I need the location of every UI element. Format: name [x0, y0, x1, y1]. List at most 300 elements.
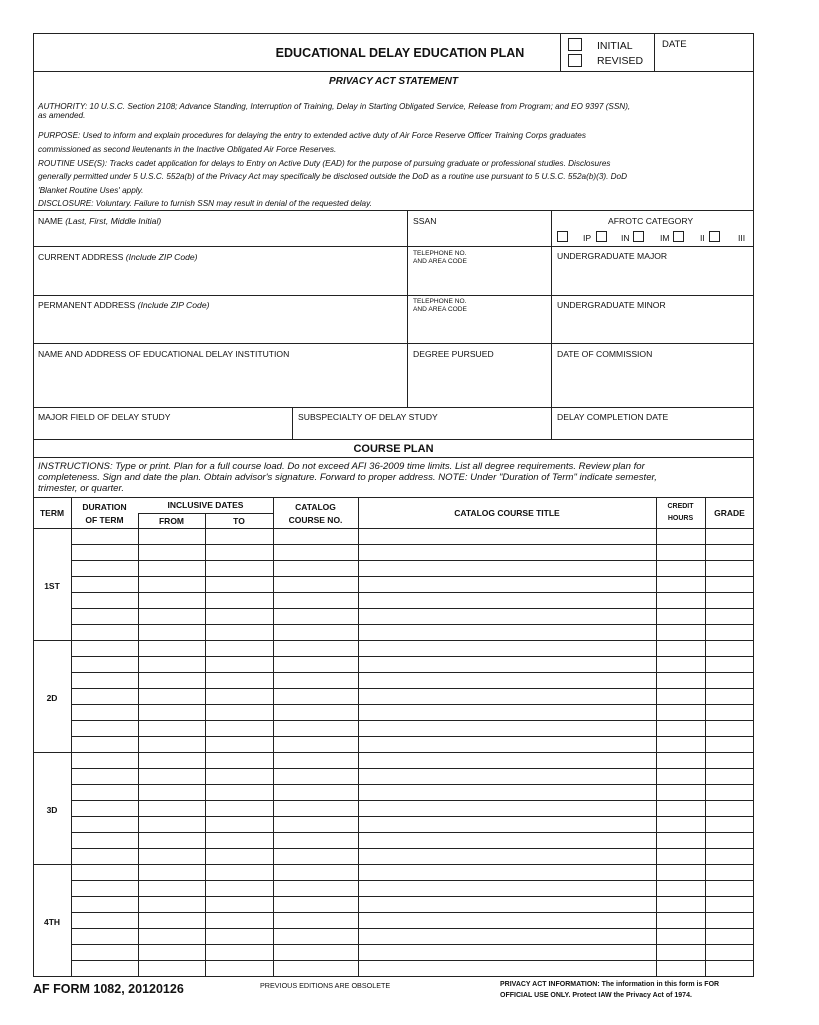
- credit-hours-cell[interactable]: [657, 945, 704, 959]
- col-course-title: CATALOG COURSE TITLE: [454, 508, 560, 518]
- catalog-no-cell[interactable]: [274, 561, 357, 575]
- course-title-cell[interactable]: [359, 641, 655, 655]
- duration-cell[interactable]: [72, 753, 137, 767]
- term-4th: 4TH: [43, 917, 61, 927]
- term-2d: 2D: [46, 693, 58, 703]
- duration-cell[interactable]: [72, 785, 137, 799]
- col-credit-hours-2: HOURS: [667, 515, 694, 522]
- credit-hours-cell[interactable]: [657, 561, 704, 575]
- credit-hours-cell[interactable]: [657, 801, 704, 815]
- duration-cell[interactable]: [72, 561, 137, 575]
- grade-cell[interactable]: [706, 625, 753, 639]
- catalog-no-cell[interactable]: [274, 689, 357, 703]
- row-divider: [71, 848, 754, 849]
- col-grade: GRADE: [714, 508, 745, 518]
- to-date-cell[interactable]: [206, 673, 272, 687]
- row-divider: [71, 832, 754, 833]
- subspecialty-label: SUBSPECIALTY OF DELAY STUDY: [298, 412, 438, 422]
- col-catalog-no-2: COURSE NO.: [288, 515, 343, 525]
- afrotc-option-iii: III: [738, 233, 746, 243]
- credit-hours-cell[interactable]: [657, 929, 704, 943]
- credit-hours-cell[interactable]: [657, 545, 704, 559]
- row-divider: [71, 656, 754, 657]
- afrotc-checkbox[interactable]: [673, 231, 684, 242]
- grade-cell[interactable]: [706, 801, 753, 815]
- catalog-no-cell[interactable]: [274, 945, 357, 959]
- catalog-no-cell[interactable]: [274, 641, 357, 655]
- credit-hours-cell[interactable]: [657, 593, 704, 607]
- course-title-cell[interactable]: [359, 657, 655, 671]
- course-title-cell[interactable]: [359, 817, 655, 831]
- current-address-field[interactable]: [35, 264, 405, 294]
- credit-hours-cell[interactable]: [657, 913, 704, 927]
- duration-cell[interactable]: [72, 625, 137, 639]
- col-duration: DURATION: [82, 502, 127, 512]
- from-date-cell[interactable]: [139, 689, 204, 703]
- to-date-cell[interactable]: [206, 737, 272, 751]
- credit-hours-cell[interactable]: [657, 673, 704, 687]
- course-title-cell[interactable]: [359, 673, 655, 687]
- row-divider: [71, 688, 754, 689]
- grade-cell[interactable]: [706, 657, 753, 671]
- row-divider: [71, 928, 754, 929]
- duration-cell[interactable]: [72, 641, 137, 655]
- instructions-text: INSTRUCTIONS: Type or print. Plan for a full course load. Do not exceed AFI 36-2009 time limits. List all degree requirements. Review plan for: [38, 461, 645, 472]
- to-date-cell[interactable]: [206, 897, 272, 911]
- credit-hours-cell[interactable]: [657, 817, 704, 831]
- to-date-cell[interactable]: [206, 865, 272, 879]
- catalog-no-cell[interactable]: [274, 609, 357, 623]
- to-date-cell[interactable]: [206, 561, 272, 575]
- initial-label: INITIAL: [597, 40, 633, 52]
- grade-cell[interactable]: [706, 833, 753, 847]
- course-title-cell[interactable]: [359, 865, 655, 879]
- from-date-cell[interactable]: [139, 561, 204, 575]
- course-title-cell[interactable]: [359, 913, 655, 927]
- grade-cell[interactable]: [706, 785, 753, 799]
- current-telephone-label: TELEPHONE NO.: [413, 250, 467, 257]
- form-number: AF FORM 1082, 20120126: [33, 982, 184, 996]
- undergrad-minor-field[interactable]: [553, 312, 753, 342]
- grade-cell[interactable]: [706, 753, 753, 767]
- to-date-cell[interactable]: [206, 689, 272, 703]
- grade-cell[interactable]: [706, 529, 753, 543]
- duration-cell[interactable]: [72, 545, 137, 559]
- from-date-cell[interactable]: [139, 593, 204, 607]
- name-label-hint: (Last, First, Middle Initial): [65, 216, 162, 226]
- current-address-hint: (Include ZIP Code): [125, 252, 198, 262]
- course-title-cell[interactable]: [359, 577, 655, 591]
- row-divider: [71, 768, 754, 769]
- grade-cell[interactable]: [706, 737, 753, 751]
- row-divider: [71, 912, 754, 913]
- credit-hours-cell[interactable]: [657, 705, 704, 719]
- col-inclusive-dates: INCLUSIVE DATES: [167, 500, 244, 510]
- catalog-no-cell[interactable]: [274, 673, 357, 687]
- row-divider: [71, 672, 754, 673]
- col-term: TERM: [39, 508, 65, 518]
- duration-cell[interactable]: [72, 609, 137, 623]
- course-title-cell[interactable]: [359, 833, 655, 847]
- duration-cell[interactable]: [72, 769, 137, 783]
- catalog-no-cell[interactable]: [274, 577, 357, 591]
- duration-cell[interactable]: [72, 913, 137, 927]
- row-divider: [71, 544, 754, 545]
- from-date-cell[interactable]: [139, 705, 204, 719]
- course-title-cell[interactable]: [359, 849, 655, 863]
- term-divider: [33, 640, 754, 641]
- from-date-cell[interactable]: [139, 545, 204, 559]
- ssan-field[interactable]: [409, 228, 549, 245]
- to-date-cell[interactable]: [206, 593, 272, 607]
- catalog-no-cell[interactable]: [274, 929, 357, 943]
- from-date-cell[interactable]: [139, 913, 204, 927]
- grade-cell[interactable]: [706, 769, 753, 783]
- grade-cell[interactable]: [706, 689, 753, 703]
- catalog-no-cell[interactable]: [274, 817, 357, 831]
- from-date-cell[interactable]: [139, 529, 204, 543]
- to-date-cell[interactable]: [206, 881, 272, 895]
- catalog-no-cell[interactable]: [274, 897, 357, 911]
- duration-cell[interactable]: [72, 673, 137, 687]
- routine-use-text-2: generally permitted under 5 U.S.C. 552a(b) of the Privacy Act may specifically be disclosed outside the DoD as a routine use pursuant to 5 U.S.C. 552a(b)(3). DoD: [38, 172, 628, 181]
- afrotc-checkbox[interactable]: [557, 231, 568, 242]
- row-divider: [71, 960, 754, 961]
- duration-cell[interactable]: [72, 833, 137, 847]
- duration-cell[interactable]: [72, 721, 137, 735]
- name-label-text: NAME: [38, 216, 63, 226]
- afrotc-option-ii: II: [700, 233, 705, 243]
- current-address-label: [38, 252, 198, 262]
- institution-label: NAME AND ADDRESS OF EDUCATIONAL DELAY INSTITUTION: [38, 349, 290, 359]
- permanent-address-text: PERMANENT ADDRESS: [38, 300, 136, 310]
- degree-label: DEGREE PURSUED: [413, 349, 494, 359]
- from-date-cell[interactable]: [139, 753, 204, 767]
- grade-cell[interactable]: [706, 913, 753, 927]
- course-title-cell[interactable]: [359, 961, 655, 975]
- ssan-label: SSAN: [413, 216, 437, 226]
- from-date-cell[interactable]: [139, 817, 204, 831]
- to-date-cell[interactable]: [206, 961, 272, 975]
- from-date-cell[interactable]: [139, 625, 204, 639]
- to-date-cell[interactable]: [206, 705, 272, 719]
- from-date-cell[interactable]: [139, 785, 204, 799]
- catalog-no-cell[interactable]: [274, 593, 357, 607]
- catalog-no-cell[interactable]: [274, 913, 357, 927]
- to-date-cell[interactable]: [206, 641, 272, 655]
- grade-cell[interactable]: [706, 945, 753, 959]
- to-date-cell[interactable]: [206, 833, 272, 847]
- grade-cell[interactable]: [706, 897, 753, 911]
- credit-hours-cell[interactable]: [657, 737, 704, 751]
- grade-cell[interactable]: [706, 593, 753, 607]
- from-date-cell[interactable]: [139, 881, 204, 895]
- course-title-cell[interactable]: [359, 929, 655, 943]
- from-date-cell[interactable]: [139, 897, 204, 911]
- course-title-cell[interactable]: [359, 705, 655, 719]
- course-title-cell[interactable]: [359, 721, 655, 735]
- grade-cell[interactable]: [706, 609, 753, 623]
- from-date-cell[interactable]: [139, 945, 204, 959]
- afrotc-option-in: IN: [621, 233, 630, 243]
- to-date-cell[interactable]: [206, 529, 272, 543]
- row-divider: [71, 592, 754, 593]
- duration-cell[interactable]: [72, 657, 137, 671]
- afrotc-checkbox[interactable]: [709, 231, 720, 242]
- catalog-no-cell[interactable]: [274, 833, 357, 847]
- credit-hours-cell[interactable]: [657, 609, 704, 623]
- from-date-cell[interactable]: [139, 849, 204, 863]
- course-title-cell[interactable]: [359, 625, 655, 639]
- credit-hours-cell[interactable]: [657, 881, 704, 895]
- completion-date-label: DELAY COMPLETION DATE: [557, 412, 669, 422]
- duration-cell[interactable]: [72, 881, 137, 895]
- course-title-cell[interactable]: [359, 753, 655, 767]
- to-date-cell[interactable]: [206, 945, 272, 959]
- col-from: FROM: [158, 516, 185, 526]
- catalog-no-cell[interactable]: [274, 721, 357, 735]
- course-title-cell[interactable]: [359, 945, 655, 959]
- duration-cell[interactable]: [72, 865, 137, 879]
- credit-hours-cell[interactable]: [657, 641, 704, 655]
- duration-cell[interactable]: [72, 529, 137, 543]
- to-date-cell[interactable]: [206, 721, 272, 735]
- from-date-cell[interactable]: [139, 833, 204, 847]
- instructions-text-2: completeness. Sign and date the plan. Obtain advisor's signature. Forward to proper address. NOTE: Under "Duration of Term" indicate semester,: [38, 472, 657, 483]
- course-plan-heading: COURSE PLAN: [353, 443, 434, 455]
- date-field[interactable]: [655, 50, 753, 70]
- initial-checkbox[interactable]: [568, 38, 582, 51]
- col-duration-2: OF TERM: [85, 515, 124, 525]
- to-date-cell[interactable]: [206, 657, 272, 671]
- course-title-cell[interactable]: [359, 769, 655, 783]
- to-date-cell[interactable]: [206, 801, 272, 815]
- row-divider: [71, 608, 754, 609]
- grade-cell[interactable]: [706, 817, 753, 831]
- row-divider: [71, 560, 754, 561]
- permanent-address-field[interactable]: [35, 312, 405, 342]
- duration-cell[interactable]: [72, 945, 137, 959]
- row-divider: [71, 880, 754, 881]
- obsolete-note: PREVIOUS EDITIONS ARE OBSOLETE: [260, 981, 391, 990]
- credit-hours-cell[interactable]: [657, 577, 704, 591]
- to-date-cell[interactable]: [206, 817, 272, 831]
- credit-hours-cell[interactable]: [657, 865, 704, 879]
- row-divider: [71, 816, 754, 817]
- catalog-no-cell[interactable]: [274, 961, 357, 975]
- term-3d: 3D: [46, 805, 58, 815]
- to-date-cell[interactable]: [206, 929, 272, 943]
- row-divider: [71, 944, 754, 945]
- grade-cell[interactable]: [706, 545, 753, 559]
- from-date-cell[interactable]: [139, 961, 204, 975]
- authority-text-cont: as amended.: [38, 111, 86, 120]
- catalog-no-cell[interactable]: [274, 657, 357, 671]
- undergrad-minor-label: UNDERGRADUATE MINOR: [557, 300, 666, 310]
- catalog-no-cell[interactable]: [274, 705, 357, 719]
- completion-date-input[interactable]: [553, 423, 753, 438]
- duration-cell[interactable]: [72, 961, 137, 975]
- grade-cell[interactable]: [706, 849, 753, 863]
- course-title-cell[interactable]: [359, 561, 655, 575]
- catalog-no-cell[interactable]: [274, 769, 357, 783]
- afrotc-checkbox[interactable]: [596, 231, 607, 242]
- name-label: [38, 216, 161, 226]
- date-label: DATE: [662, 39, 687, 50]
- row-divider: [71, 720, 754, 721]
- credit-hours-cell[interactable]: [657, 689, 704, 703]
- to-date-cell[interactable]: [206, 913, 272, 927]
- course-title-cell[interactable]: [359, 545, 655, 559]
- disclosure-text: DISCLOSURE: Voluntary. Failure to furnish SSN may result in denial of the requested delay.: [38, 199, 372, 208]
- duration-cell[interactable]: [72, 737, 137, 751]
- to-date-cell[interactable]: [206, 577, 272, 591]
- from-date-cell[interactable]: [139, 673, 204, 687]
- catalog-no-cell[interactable]: [274, 849, 357, 863]
- form-title: EDUCATIONAL DELAY EDUCATION PLAN: [275, 46, 525, 60]
- duration-cell[interactable]: [72, 817, 137, 831]
- permanent-telephone-field[interactable]: [409, 316, 549, 342]
- credit-hours-cell[interactable]: [657, 753, 704, 767]
- grade-cell[interactable]: [706, 705, 753, 719]
- duration-cell[interactable]: [72, 801, 137, 815]
- row-divider: [71, 576, 754, 577]
- grade-cell[interactable]: [706, 929, 753, 943]
- course-title-cell[interactable]: [359, 785, 655, 799]
- current-address-text: CURRENT ADDRESS: [38, 252, 124, 262]
- grade-cell[interactable]: [706, 641, 753, 655]
- from-date-cell[interactable]: [139, 609, 204, 623]
- course-title-cell[interactable]: [359, 529, 655, 543]
- catalog-no-cell[interactable]: [274, 625, 357, 639]
- catalog-no-cell[interactable]: [274, 801, 357, 815]
- credit-hours-cell[interactable]: [657, 961, 704, 975]
- catalog-no-cell[interactable]: [274, 545, 357, 559]
- subspecialty-input[interactable]: [294, 423, 549, 438]
- to-date-cell[interactable]: [206, 753, 272, 767]
- from-date-cell[interactable]: [139, 721, 204, 735]
- grade-cell[interactable]: [706, 577, 753, 591]
- course-title-cell[interactable]: [359, 737, 655, 751]
- duration-cell[interactable]: [72, 705, 137, 719]
- col-catalog-no: CATALOG: [295, 502, 336, 512]
- grade-cell[interactable]: [706, 865, 753, 879]
- credit-hours-cell[interactable]: [657, 769, 704, 783]
- from-date-cell[interactable]: [139, 641, 204, 655]
- to-date-cell[interactable]: [206, 769, 272, 783]
- duration-cell[interactable]: [72, 929, 137, 943]
- row-divider: [71, 784, 754, 785]
- credit-hours-cell[interactable]: [657, 897, 704, 911]
- afrotc-option-im: IM: [660, 233, 670, 243]
- term-divider: [33, 864, 754, 865]
- catalog-no-cell[interactable]: [274, 529, 357, 543]
- row-divider: [71, 624, 754, 625]
- row-divider: [71, 800, 754, 801]
- privacy-heading: PRIVACY ACT STATEMENT: [329, 76, 458, 87]
- grade-cell[interactable]: [706, 881, 753, 895]
- grade-cell[interactable]: [706, 673, 753, 687]
- undergrad-major-field[interactable]: [553, 263, 753, 294]
- major-field-input[interactable]: [35, 423, 290, 438]
- duration-cell[interactable]: [72, 593, 137, 607]
- duration-cell[interactable]: [72, 849, 137, 863]
- catalog-no-cell[interactable]: [274, 785, 357, 799]
- current-telephone-area: AND AREA CODE: [413, 258, 467, 265]
- to-date-cell[interactable]: [206, 849, 272, 863]
- routine-use-text-3: 'Blanket Routine Uses' apply.: [38, 186, 144, 195]
- credit-hours-cell[interactable]: [657, 529, 704, 543]
- degree-field[interactable]: [409, 361, 549, 405]
- authority-text: AUTHORITY: 10 U.S.C. Section 2108; Advance Standing, Interruption of Training, Delay in Starting Obligated Service, Release from Program; and EO 9397 (SSN),: [38, 102, 631, 111]
- name-field[interactable]: [35, 228, 405, 245]
- privacy-footer-2: OFFICIAL USE ONLY. Protect IAW the Privacy Act of 1974.: [500, 992, 692, 999]
- course-title-cell[interactable]: [359, 593, 655, 607]
- routine-use-text: ROUTINE USE(S): Tracks cadet application for delays to Entry on Active Duty (EAD) for the purpose of pursuing graduate or professional studies. Disclosures: [38, 159, 611, 168]
- credit-hours-cell[interactable]: [657, 625, 704, 639]
- credit-hours-cell[interactable]: [657, 849, 704, 863]
- to-date-cell[interactable]: [206, 785, 272, 799]
- from-date-cell[interactable]: [139, 657, 204, 671]
- to-date-cell[interactable]: [206, 625, 272, 639]
- duration-cell[interactable]: [72, 689, 137, 703]
- course-title-cell[interactable]: [359, 689, 655, 703]
- from-date-cell[interactable]: [139, 801, 204, 815]
- institution-field[interactable]: [35, 361, 405, 405]
- from-date-cell[interactable]: [139, 929, 204, 943]
- to-date-cell[interactable]: [206, 609, 272, 623]
- permanent-telephone-area: AND AREA CODE: [413, 306, 467, 313]
- credit-hours-cell[interactable]: [657, 833, 704, 847]
- purpose-text: PURPOSE: Used to inform and explain procedures for delaying the entry to extended active duty of Air Force Reserve Officer Training Corps graduates: [38, 131, 586, 140]
- course-title-cell[interactable]: [359, 881, 655, 895]
- commission-date-field[interactable]: [553, 361, 753, 405]
- credit-hours-cell[interactable]: [657, 785, 704, 799]
- catalog-no-cell[interactable]: [274, 865, 357, 879]
- credit-hours-cell[interactable]: [657, 657, 704, 671]
- grade-cell[interactable]: [706, 561, 753, 575]
- from-date-cell[interactable]: [139, 865, 204, 879]
- catalog-no-cell[interactable]: [274, 737, 357, 751]
- term-1st: 1ST: [44, 581, 60, 591]
- undergrad-major-label: UNDERGRADUATE MAJOR: [557, 251, 668, 261]
- current-telephone-field[interactable]: [409, 268, 549, 294]
- commission-date-label: DATE OF COMMISSION: [557, 349, 653, 359]
- to-date-cell[interactable]: [206, 545, 272, 559]
- permanent-address-hint: (Include ZIP Code): [137, 300, 210, 310]
- catalog-no-cell[interactable]: [274, 753, 357, 767]
- from-date-cell[interactable]: [139, 769, 204, 783]
- duration-cell[interactable]: [72, 897, 137, 911]
- credit-hours-cell[interactable]: [657, 721, 704, 735]
- course-title-cell[interactable]: [359, 897, 655, 911]
- purpose-text-cont: commissioned as second lieutenants in the Inactive Obligated Air Force Reserves.: [38, 145, 337, 154]
- permanent-telephone-label: TELEPHONE NO.: [413, 298, 467, 305]
- afrotc-checkbox[interactable]: [633, 231, 644, 242]
- permanent-address-label: [38, 300, 209, 310]
- from-date-cell[interactable]: [139, 577, 204, 591]
- grade-cell[interactable]: [706, 721, 753, 735]
- course-title-cell[interactable]: [359, 801, 655, 815]
- revised-checkbox[interactable]: [568, 54, 582, 67]
- catalog-no-cell[interactable]: [274, 881, 357, 895]
- course-title-cell[interactable]: [359, 609, 655, 623]
- grade-cell[interactable]: [706, 961, 753, 975]
- from-date-cell[interactable]: [139, 737, 204, 751]
- revised-label: REVISED: [597, 55, 644, 67]
- duration-cell[interactable]: [72, 577, 137, 591]
- term-divider: [33, 752, 754, 753]
